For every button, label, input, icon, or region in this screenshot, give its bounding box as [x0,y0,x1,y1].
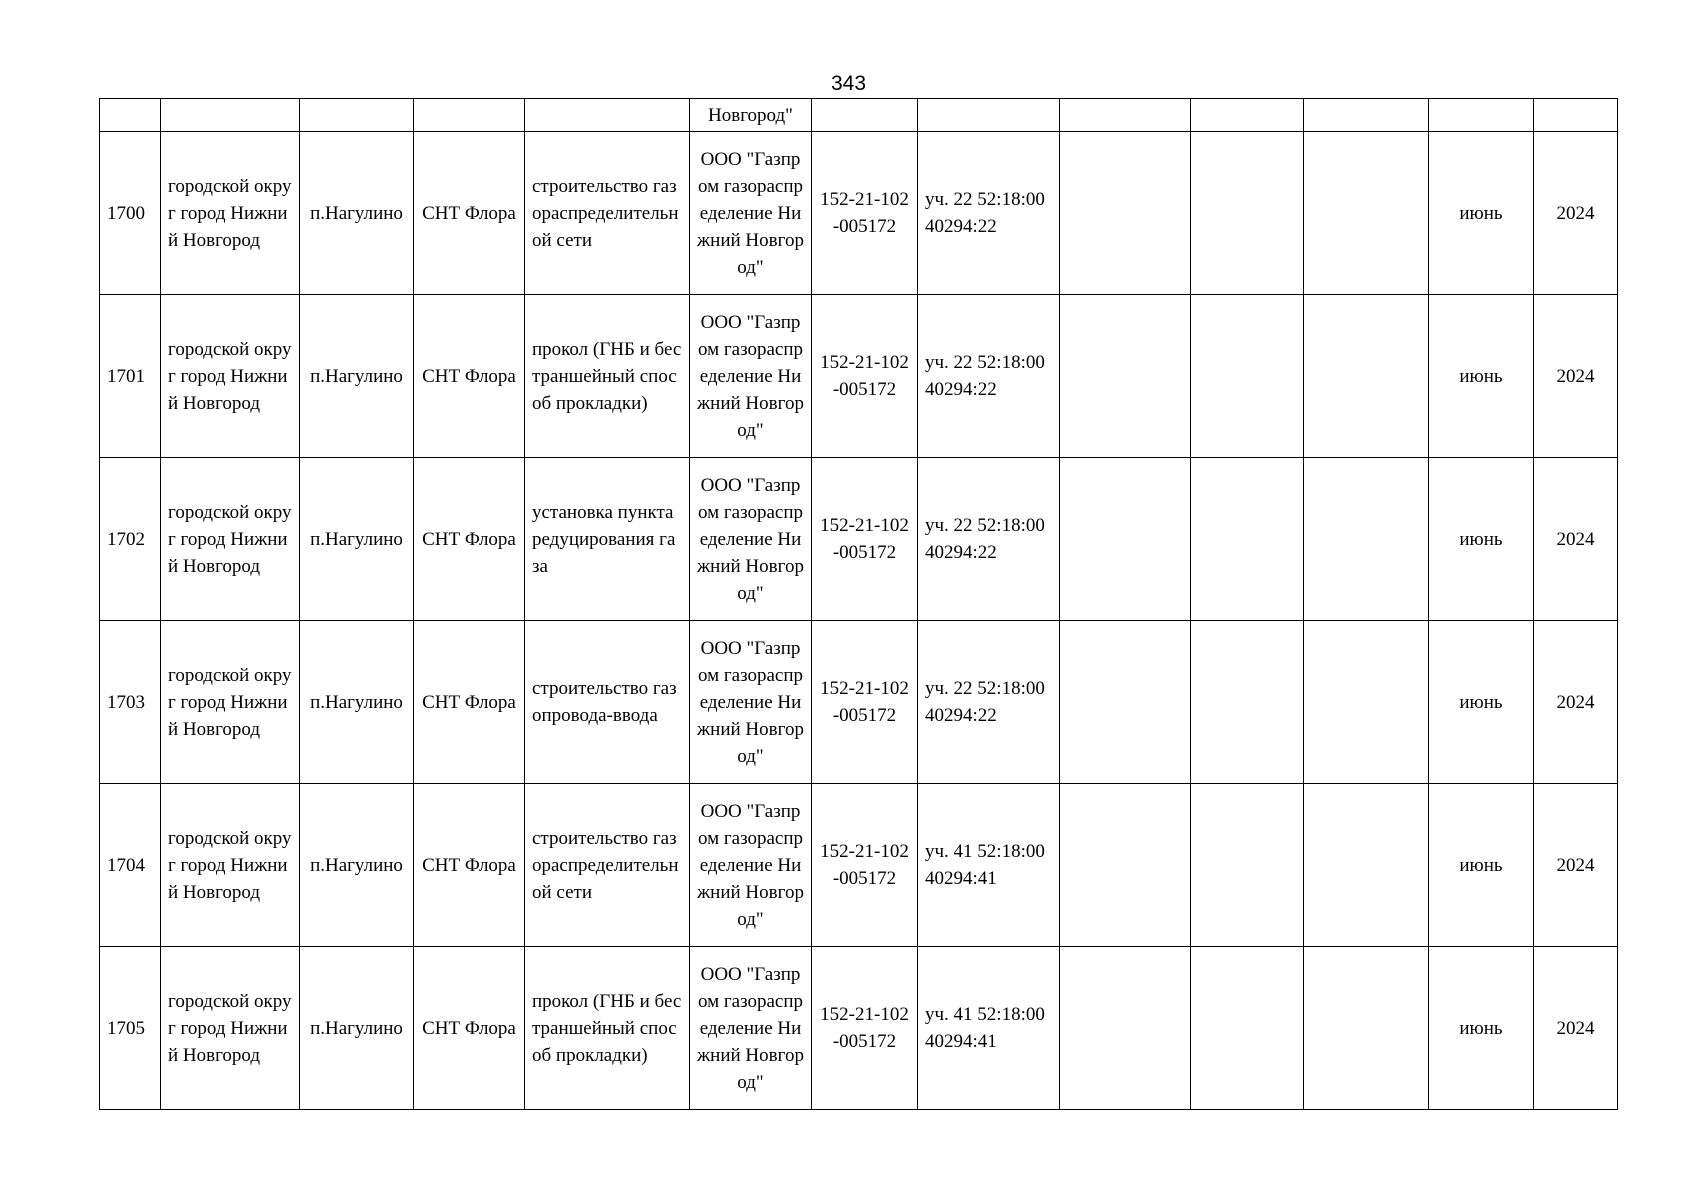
year-cell: 2024 [1534,784,1618,947]
table-row [100,947,1618,1110]
year-cell: 2024 [1534,295,1618,458]
empty-cell-1 [1060,784,1191,947]
district-cell: городской округ город Нижний Новгород [161,132,300,295]
cadastral-plot-cell: уч. 22 52:18:0040294:22 [918,621,1060,784]
cadastral-plot-cell: уч. 22 52:18:0040294:22 [918,132,1060,295]
settlement-cell: п.Нагулино [300,784,414,947]
empty-cell-2 [1191,947,1304,1110]
site-cell: СНТ Флора [414,132,525,295]
settlement-cell: п.Нагулино [300,458,414,621]
district-cell: городской округ город Нижний Новгород [161,784,300,947]
continuation-row [100,99,1618,132]
organization-cell: ООО "Газпром газораспределение Нижний Новгород" [690,621,812,784]
code-cell: 152-21-102-005172 [812,784,918,947]
empty-cell-3 [1304,295,1429,458]
continuation-cell-year [1534,99,1618,132]
row-number: 1702 [100,458,161,621]
continuation-cell-org: Новгород" [690,99,812,132]
empty-cell-1 [1060,458,1191,621]
cadastral-plot-cell: уч. 22 52:18:0040294:22 [918,295,1060,458]
empty-cell-3 [1304,784,1429,947]
settlement-cell: п.Нагулино [300,947,414,1110]
district-cell: городской округ город Нижний Новгород [161,621,300,784]
empty-cell-3 [1304,458,1429,621]
table-row [100,621,1618,784]
organization-cell: ООО "Газпром газораспределение Нижний Новгород" [690,947,812,1110]
month-cell: июнь [1429,621,1534,784]
continuation-cell-month [1429,99,1534,132]
code-cell: 152-21-102-005172 [812,295,918,458]
organization-cell: ООО "Газпром газораспределение Нижний Новгород" [690,132,812,295]
month-cell: июнь [1429,947,1534,1110]
empty-cell-1 [1060,947,1191,1110]
continuation-cell-empty-1 [1060,99,1191,132]
empty-cell-1 [1060,132,1191,295]
empty-cell-1 [1060,621,1191,784]
empty-cell-2 [1191,784,1304,947]
continuation-cell-settlement [300,99,414,132]
empty-cell-3 [1304,132,1429,295]
year-cell: 2024 [1534,621,1618,784]
month-cell: июнь [1429,295,1534,458]
empty-cell-3 [1304,947,1429,1110]
empty-cell-2 [1191,295,1304,458]
site-cell: СНТ Флора [414,947,525,1110]
year-cell: 2024 [1534,132,1618,295]
continuation-cell-work [525,99,690,132]
site-cell: СНТ Флора [414,784,525,947]
work-type-cell: строительство газораспределительной сети [525,132,690,295]
month-cell: июнь [1429,458,1534,621]
row-number: 1700 [100,132,161,295]
code-cell: 152-21-102-005172 [812,947,918,1110]
cadastral-plot-cell: уч. 41 52:18:0040294:41 [918,784,1060,947]
continuation-cell-site [414,99,525,132]
organization-cell: ООО "Газпром газораспределение Нижний Новгород" [690,784,812,947]
row-number: 1703 [100,621,161,784]
cadastral-plot-cell: уч. 22 52:18:0040294:22 [918,458,1060,621]
continuation-cell-num [100,99,161,132]
continuation-cell-code [812,99,918,132]
work-type-cell: прокол (ГНБ и бестраншейный способ прокладки) [525,947,690,1110]
row-number: 1705 [100,947,161,1110]
district-cell: городской округ город Нижний Новгород [161,947,300,1110]
table-row [100,458,1618,621]
page-number: 343 [830,72,867,95]
year-cell: 2024 [1534,947,1618,1110]
table-row [100,295,1618,458]
site-cell: СНТ Флора [414,621,525,784]
year-cell: 2024 [1534,458,1618,621]
empty-cell-2 [1191,458,1304,621]
month-cell: июнь [1429,784,1534,947]
settlement-cell: п.Нагулино [300,621,414,784]
empty-cell-1 [1060,295,1191,458]
work-type-cell: строительство газопровода-ввода [525,621,690,784]
empty-cell-2 [1191,132,1304,295]
row-number: 1704 [100,784,161,947]
table-row [100,784,1618,947]
organization-cell: ООО "Газпром газораспределение Нижний Новгород" [690,295,812,458]
month-cell: июнь [1429,132,1534,295]
district-cell: городской округ город Нижний Новгород [161,458,300,621]
work-type-cell: установка пункта редуцирования газа [525,458,690,621]
work-type-cell: строительство газораспределительной сети [525,784,690,947]
table-row [100,132,1618,295]
work-type-cell: прокол (ГНБ и бестраншейный способ прокладки) [525,295,690,458]
continuation-cell-empty-3 [1304,99,1429,132]
continuation-cell-empty-2 [1191,99,1304,132]
continuation-cell-plot [918,99,1060,132]
site-cell: СНТ Флора [414,458,525,621]
code-cell: 152-21-102-005172 [812,458,918,621]
organization-cell: ООО "Газпром газораспределение Нижний Новгород" [690,458,812,621]
table-body [100,99,1618,1110]
site-cell: СНТ Флора [414,295,525,458]
code-cell: 152-21-102-005172 [812,621,918,784]
continuation-cell-district [161,99,300,132]
district-cell: городской округ город Нижний Новгород [161,295,300,458]
row-number: 1701 [100,295,161,458]
empty-cell-3 [1304,621,1429,784]
registry-table [99,98,1618,1110]
settlement-cell: п.Нагулино [300,132,414,295]
settlement-cell: п.Нагулино [300,295,414,458]
empty-cell-2 [1191,621,1304,784]
cadastral-plot-cell: уч. 41 52:18:0040294:41 [918,947,1060,1110]
code-cell: 152-21-102-005172 [812,132,918,295]
